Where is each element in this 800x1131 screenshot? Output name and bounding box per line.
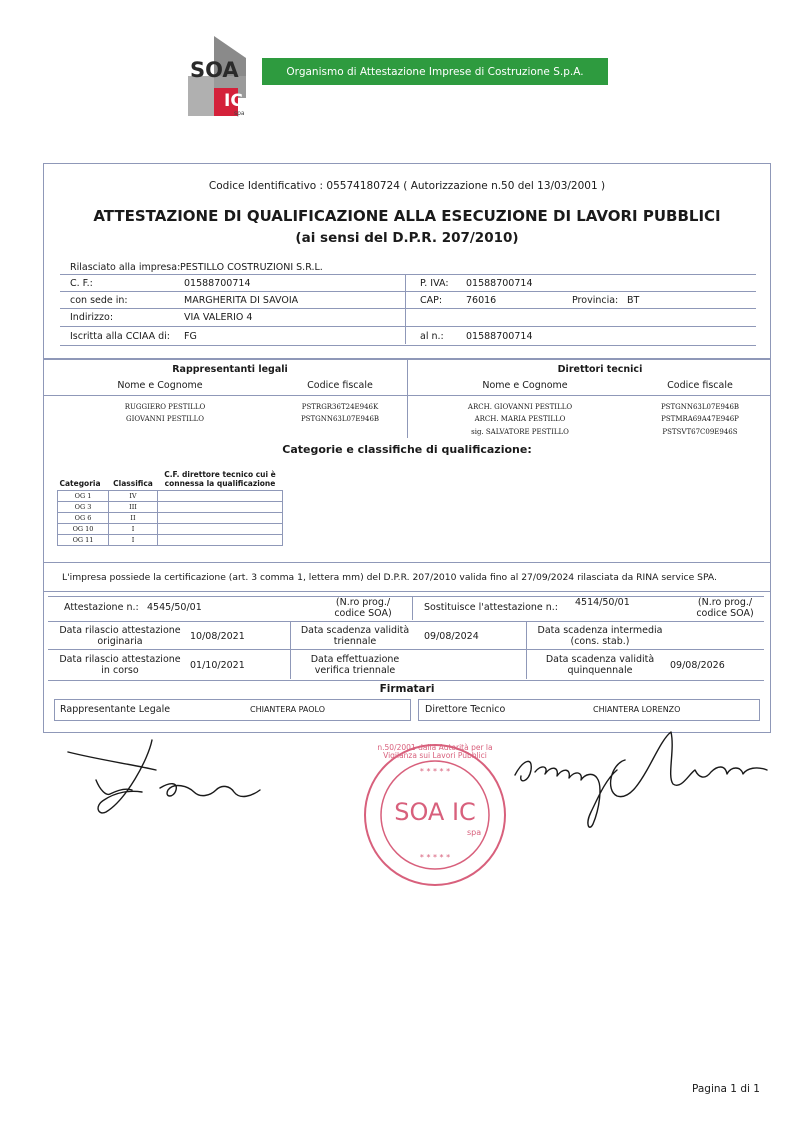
svg-text:* * * * *: * * * * * <box>419 767 451 776</box>
attestazione-value: 4545/50/01 <box>147 602 202 613</box>
cf-cell <box>158 491 283 502</box>
stamp-spa-text: spa <box>467 828 482 837</box>
organization-banner: Organismo di Attestazione Imprese di Costruzione S.p.A. <box>262 58 608 85</box>
class-cell: III <box>109 502 158 513</box>
cat-col-cf-line2: connessa la qualificazione <box>164 479 276 488</box>
aln-value: 01588700714 <box>466 331 533 342</box>
dir-row-2-cf: PSTMRA69A47E946P <box>661 415 739 423</box>
logo-ic-text: IC <box>224 91 243 111</box>
cat-col-classifica: Classifica <box>113 479 153 488</box>
certificazione-text: L'impresa possiede la certificazione (art. 3 comma 1, lettera mm) del D.P.R. 207/2010 valida fino al 27/09/2024 rilasciata da RINA service SPA. <box>62 572 717 583</box>
nro-label-1: (N.ro prog./ <box>335 597 391 608</box>
table-row <box>58 513 283 524</box>
table-row <box>58 502 283 513</box>
cat-cell: OG 10 <box>58 524 109 535</box>
piva-value: 01588700714 <box>466 278 533 289</box>
verifica-label-2: verifica triennale <box>314 665 396 676</box>
page-number: Pagina 1 di 1 <box>692 1083 760 1095</box>
dir-row-1-cf: PSTGNN63L07E946B <box>660 403 740 411</box>
stamp-text-layer <box>355 738 515 893</box>
class-cell: I <box>109 524 158 535</box>
dir-row-2-name: ARCH. MARIA PESTILLO <box>474 415 566 423</box>
piva-label: P. IVA: <box>420 278 449 289</box>
scad-inter-label-2: (cons. stab.) <box>570 636 630 647</box>
cat-cell: OG 3 <box>58 502 109 513</box>
rapp-col-name: Nome e Cognome <box>117 380 203 391</box>
rilasciato-label: Rilasciato alla impresa: <box>70 262 181 273</box>
scad-trien-label-2: triennale <box>333 636 377 647</box>
table-row <box>58 491 283 502</box>
categorie-title: Categorie e classifiche di qualificazione: <box>282 443 532 456</box>
sostituisce-value: 4514/50/01 <box>575 597 630 608</box>
dir-tecnico-label: Direttore Tecnico <box>425 704 506 715</box>
document-title: ATTESTAZIONE DI QUALIFICAZIONE ALLA ESECUZIONE DI LAVORI PUBBLICI <box>93 207 721 225</box>
signature-rappresentante <box>60 730 270 820</box>
categorie-table <box>57 490 283 546</box>
cciaa-value: FG <box>184 331 197 342</box>
document-subtitle: (ai sensi del D.P.R. 207/2010) <box>295 230 519 246</box>
indirizzo-label: Indirizzo: <box>70 312 114 323</box>
logo-soa-text: SOA <box>190 58 239 82</box>
rapp-row-2-cf: PSTGNN63L07E946B <box>300 415 380 423</box>
cap-value: 76016 <box>466 295 497 306</box>
stamp-ring-text: n.50/2001 dalla Autorità per la Vigilanza sui Lavori Pubblici <box>377 743 493 761</box>
table-row <box>58 524 283 535</box>
cf-cell <box>158 535 283 546</box>
firmatari-title: Firmatari <box>379 683 435 695</box>
rapp-row-2-name: GIOVANNI PESTILLO <box>126 415 204 423</box>
rilascio-orig-label-1: Data rilascio attestazione <box>59 625 181 636</box>
soa-logo <box>188 36 254 118</box>
scad-trien-value: 09/08/2024 <box>424 631 479 642</box>
rilasciato-value: PESTILLO COSTRUZIONI S.R.L. <box>180 262 323 273</box>
sostituisce-label: Sostituisce l'attestazione n.: <box>424 602 559 613</box>
stamp-center-text: SOA IC <box>394 798 476 826</box>
cat-cell: OG 6 <box>58 513 109 524</box>
rilascio-corso-value: 01/10/2021 <box>190 660 245 671</box>
codice-identificativo: Codice Identificativo : 05574180724 ( Autorizzazione n.50 del 13/03/2001 ) <box>208 180 606 192</box>
rilascio-corso-label-2: in corso <box>101 665 139 676</box>
verifica-label-1: Data effettuazione <box>310 654 400 665</box>
scad-quinq-label-1: Data scadenza validità <box>545 654 655 665</box>
dir-row-1-name: ARCH. GIOVANNI PESTILLO <box>467 403 573 411</box>
nro-label-2: (N.ro prog./ <box>697 597 753 608</box>
nro-label-1b: codice SOA) <box>334 608 392 619</box>
class-cell: IV <box>109 491 158 502</box>
scad-inter-label-1: Data scadenza intermedia <box>537 625 663 636</box>
rilascio-orig-value: 10/08/2021 <box>190 631 245 642</box>
cciaa-label: Iscritta alla CCIAA di: <box>70 331 170 342</box>
dir-col-name: Nome e Cognome <box>482 380 568 391</box>
rapp-legale-label: Rappresentante Legale <box>60 704 171 715</box>
table-row <box>58 535 283 546</box>
cat-cell: OG 11 <box>58 535 109 546</box>
cat-cell: OG 1 <box>58 491 109 502</box>
rapp-legale-value: CHIANTERA PAOLO <box>250 705 326 714</box>
rilascio-orig-label-2: originaria <box>97 636 143 647</box>
provincia-label: Provincia: <box>572 295 619 306</box>
dir-row-3-cf: PSTSVT67C09E946S <box>662 428 738 436</box>
sede-value: MARGHERITA DI SAVOIA <box>184 295 299 306</box>
signature-direttore <box>505 720 785 840</box>
class-cell: I <box>109 535 158 546</box>
dir-row-3-name: sig. SALVATORE PESTILLO <box>471 428 569 436</box>
cf-cell <box>158 524 283 535</box>
cf-value: 01588700714 <box>184 278 251 289</box>
logo-spa-text: spa <box>234 110 245 117</box>
scad-quinq-value: 09/08/2026 <box>670 660 725 671</box>
cat-col-categoria: Categoria <box>59 479 101 488</box>
svg-text:* * * * *: * * * * * <box>419 853 451 862</box>
cf-cell <box>158 513 283 524</box>
rapp-row-1-name: RUGGIERO PESTILLO <box>124 403 206 411</box>
cf-label: C. F.: <box>70 278 93 289</box>
rilascio-corso-label-1: Data rilascio attestazione <box>59 654 181 665</box>
rappresentanti-title: Rappresentanti legali <box>172 364 288 375</box>
scad-trien-label-1: Data scadenza validità <box>300 625 410 636</box>
aln-label: al n.: <box>420 331 444 342</box>
rapp-row-1-cf: PSTRGR36T24E946K <box>301 403 379 411</box>
scad-quinq-label-2: quinquennale <box>567 665 633 676</box>
provincia-value: BT <box>627 295 640 306</box>
direttori-title: Direttori tecnici <box>557 364 643 375</box>
dir-col-cf: Codice fiscale <box>667 380 733 391</box>
dir-tecnico-value: CHIANTERA LORENZO <box>593 705 681 714</box>
sede-label: con sede in: <box>70 295 128 306</box>
attestazione-label: Attestazione n.: <box>64 602 139 613</box>
cap-label: CAP: <box>420 295 443 306</box>
cat-col-cf-line1: C.F. direttore tecnico cui è <box>164 470 276 479</box>
cf-cell <box>158 502 283 513</box>
rapp-col-cf: Codice fiscale <box>307 380 373 391</box>
nro-label-2b: codice SOA) <box>696 608 754 619</box>
class-cell: II <box>109 513 158 524</box>
indirizzo-value: VIA VALERIO 4 <box>184 312 253 323</box>
